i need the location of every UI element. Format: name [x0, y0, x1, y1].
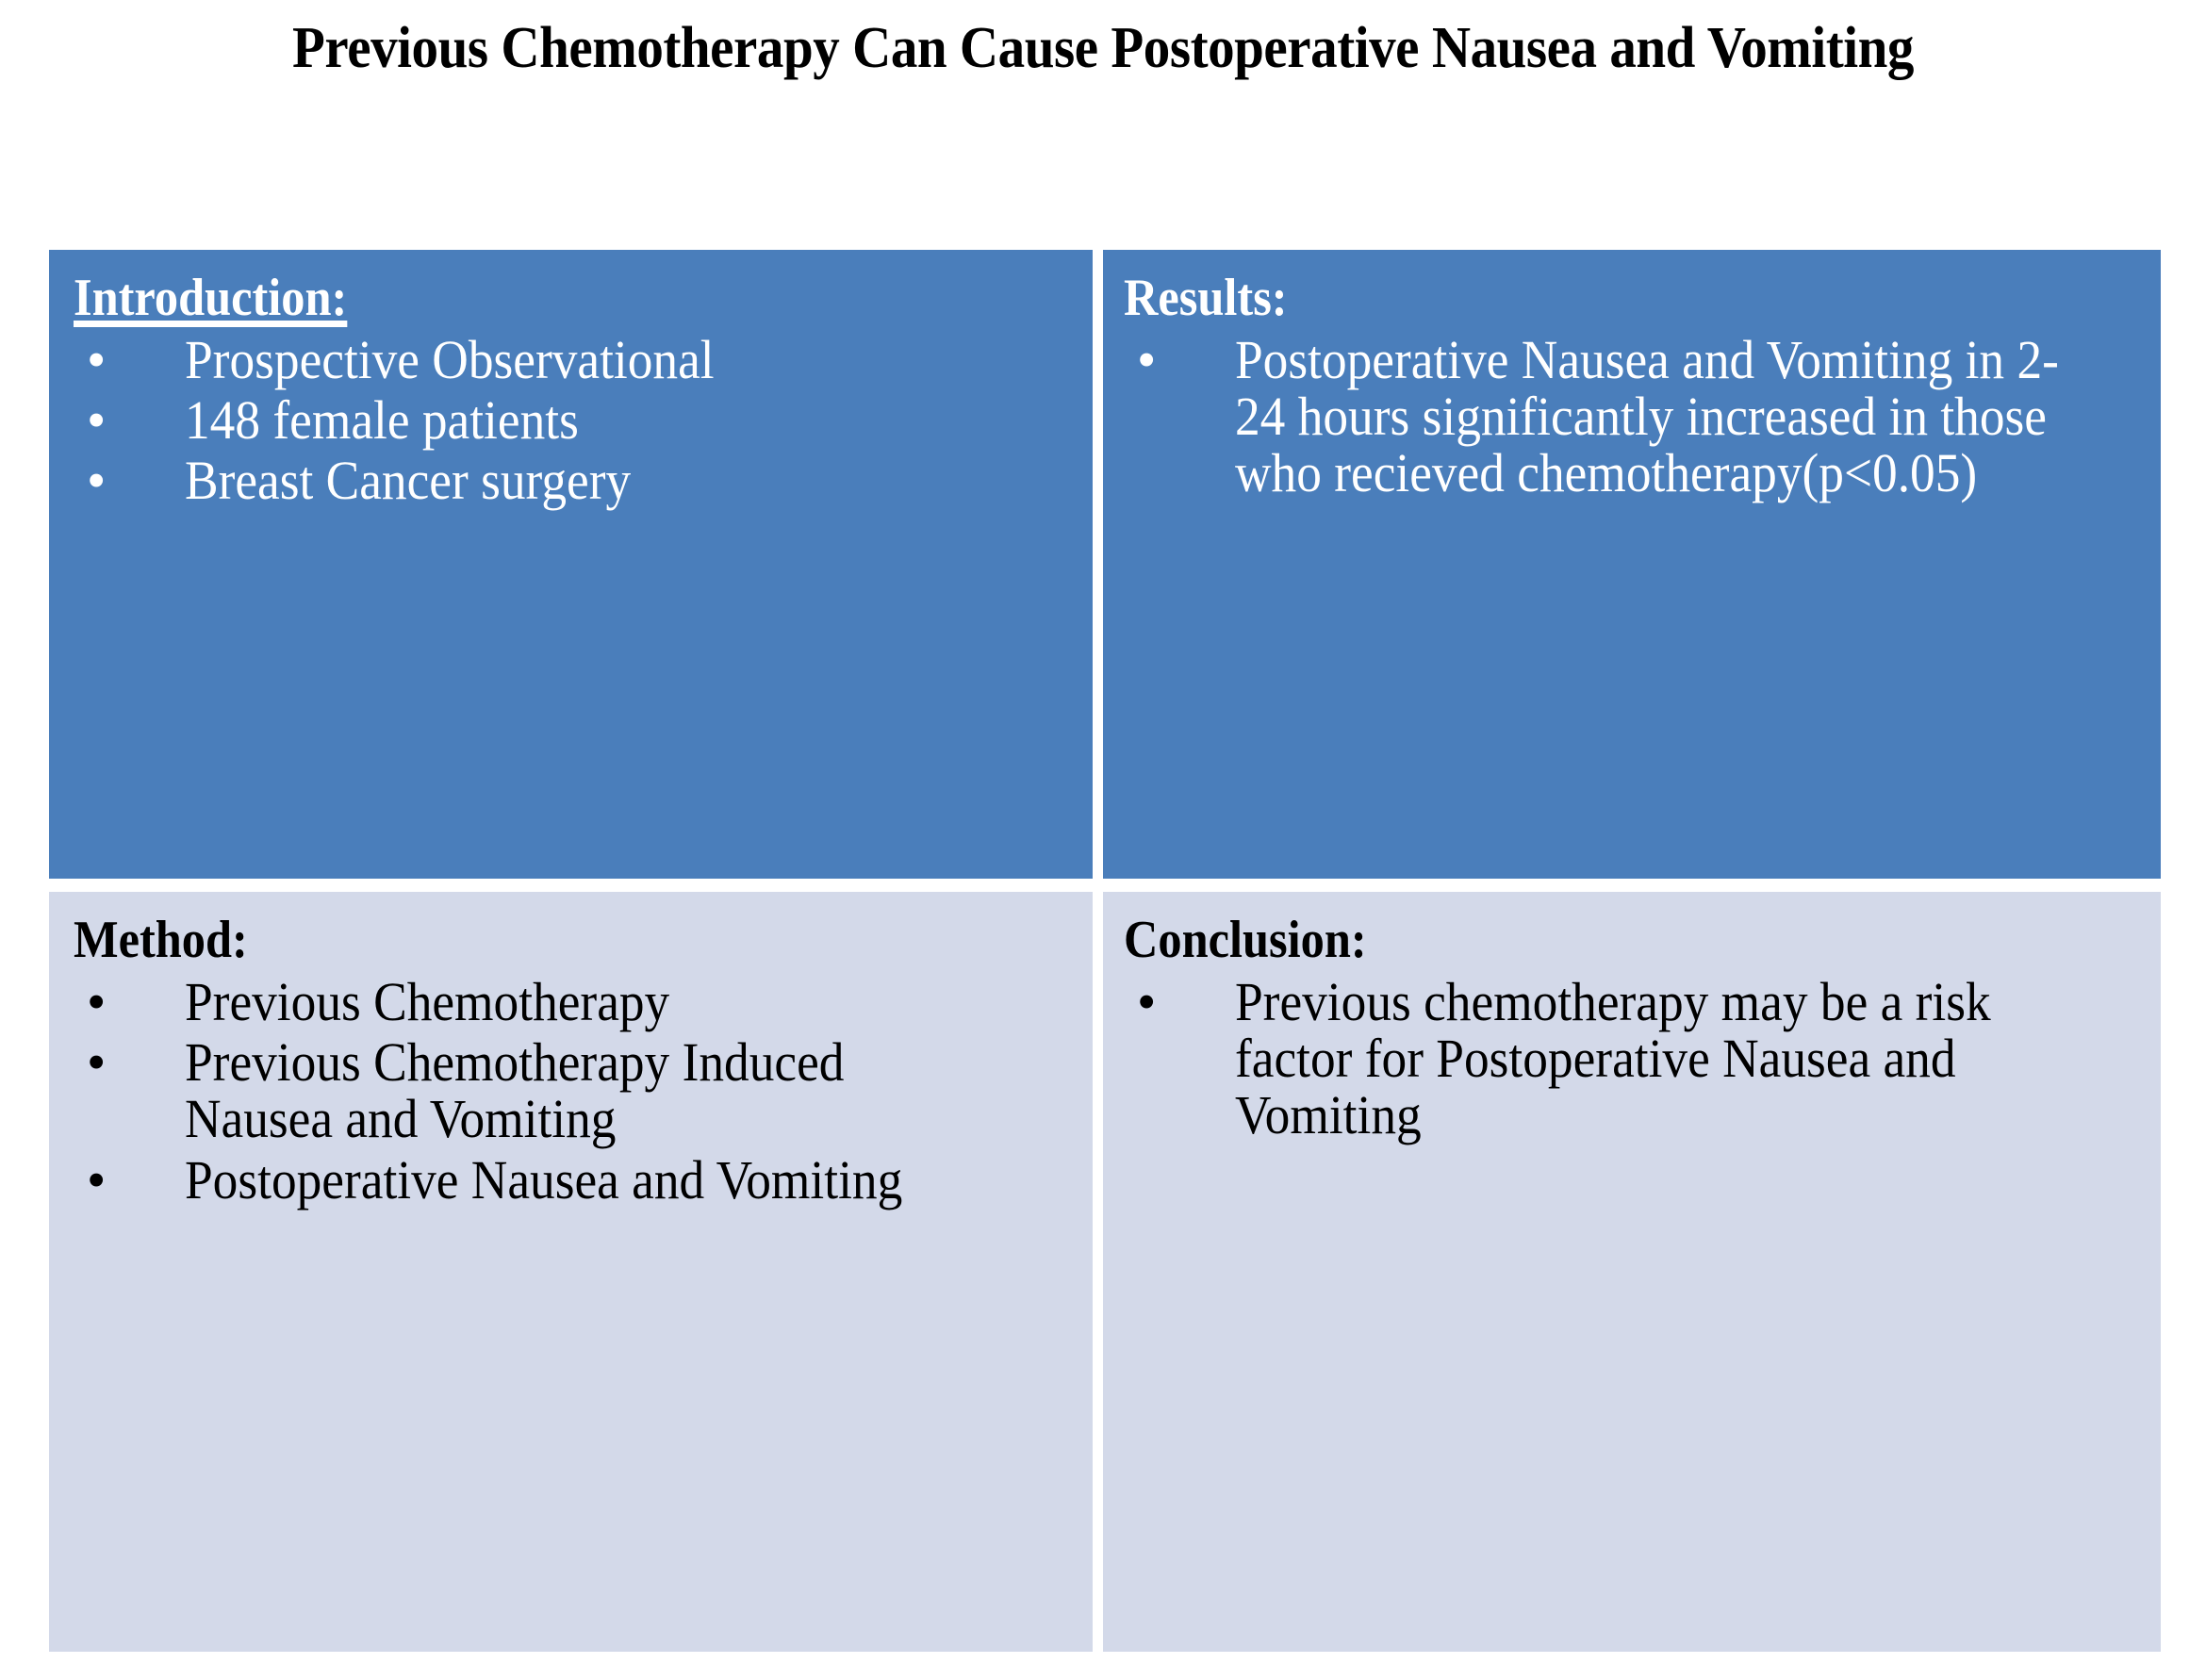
list-item-label: Previous Chemotherapy Induced Nausea and Vomiting — [185, 1031, 845, 1150]
page-title: Previous Chemotherapy Can Cause Postoperative Nausea and Vomiting — [292, 16, 1914, 80]
bullet-icon: • — [87, 328, 107, 390]
list-item-label: Breast Cancer surgery — [185, 450, 632, 512]
list-item — [74, 450, 1068, 512]
list-item-label: Postoperative Nausea and Vomiting — [185, 1148, 903, 1211]
list-item-label: Postoperative Nausea and Vomiting in 2-24 hours significantly increased in those who recieved chemotherapy(p<0.05) — [1235, 328, 2059, 504]
panel-method — [49, 892, 1103, 1652]
list-item — [74, 328, 1068, 390]
results-heading: Results: — [1124, 269, 1288, 327]
introduction-heading: Introduction: — [74, 269, 348, 327]
four-quadrant-summary-table — [49, 250, 2161, 1652]
list-item — [1124, 328, 2136, 504]
results-bullet-list — [1124, 328, 2136, 504]
conclusion-bullet-list — [1124, 970, 2136, 1146]
list-item — [74, 970, 1068, 1032]
bullet-icon: • — [87, 389, 107, 452]
bullet-icon: • — [87, 450, 107, 512]
bullet-icon: • — [87, 1148, 107, 1211]
panel-conclusion — [1103, 892, 2161, 1652]
bullet-icon: • — [87, 970, 107, 1032]
list-item-label: Prospective Observational — [185, 328, 715, 390]
conclusion-heading: Conclusion: — [1124, 911, 1367, 969]
method-heading: Method: — [74, 911, 248, 969]
list-item — [74, 1148, 1068, 1211]
panel-results — [1103, 250, 2161, 892]
introduction-bullet-list — [74, 328, 1068, 512]
panel-introduction — [49, 250, 1103, 892]
list-item-label: 148 female patients — [185, 389, 579, 452]
list-item-label: Previous chemotherapy may be a risk factor for Postoperative Nausea and Vomiting — [1235, 970, 1991, 1146]
bullet-icon: • — [1137, 970, 1157, 1032]
method-bullet-list — [74, 970, 1068, 1211]
list-item — [74, 389, 1068, 452]
list-item — [74, 1031, 1068, 1150]
bullet-icon: • — [87, 1031, 107, 1094]
bullet-icon: • — [1137, 328, 1157, 390]
list-item — [1124, 970, 2136, 1146]
list-item-label: Previous Chemotherapy — [185, 970, 670, 1032]
